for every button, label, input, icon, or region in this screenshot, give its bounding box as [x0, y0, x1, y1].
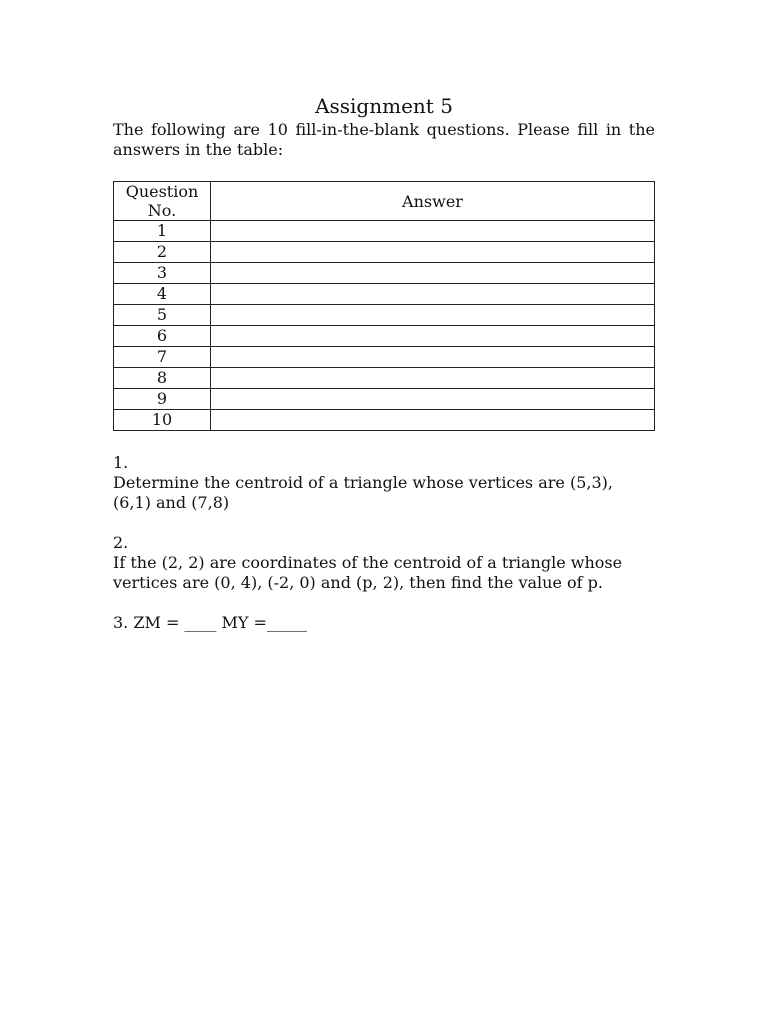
question-number-cell: 10 — [114, 410, 211, 431]
table-row — [114, 284, 655, 305]
question-item — [113, 613, 655, 633]
question-number-cell: 8 — [114, 368, 211, 389]
table-row — [114, 326, 655, 347]
answer-cell[interactable] — [211, 410, 655, 431]
answer-cell[interactable] — [211, 284, 655, 305]
question-list — [113, 453, 655, 633]
question-item — [113, 533, 655, 593]
table-row — [114, 221, 655, 242]
question-number-cell: 1 — [114, 221, 211, 242]
question-number-cell: 6 — [114, 326, 211, 347]
answer-cell[interactable] — [211, 305, 655, 326]
question-number-cell: 4 — [114, 284, 211, 305]
answer-cell[interactable] — [211, 389, 655, 410]
table-row — [114, 305, 655, 326]
answer-cell[interactable] — [211, 347, 655, 368]
question-number-cell: 9 — [114, 389, 211, 410]
question-number-cell: 7 — [114, 347, 211, 368]
document-page — [113, 94, 655, 653]
question-number-cell: 2 — [114, 242, 211, 263]
answer-table — [113, 181, 655, 431]
table-row — [114, 410, 655, 431]
answer-cell[interactable] — [211, 326, 655, 347]
question-number-cell: 5 — [114, 305, 211, 326]
table-row — [114, 389, 655, 410]
answer-cell[interactable] — [211, 221, 655, 242]
intro-text: The following are 10 fill-in-the-blank questions. Please fill in the answers in the table: — [113, 120, 655, 159]
answer-header: Answer — [211, 182, 655, 221]
table-row — [114, 242, 655, 263]
answer-cell[interactable] — [211, 263, 655, 284]
table-row — [114, 347, 655, 368]
question-number: 1. — [113, 453, 129, 472]
question-text: 3. ZM = ____ MY =_____ — [113, 613, 307, 632]
table-header-row — [114, 182, 655, 221]
question-text: Determine the centroid of a triangle whose vertices are (5,3), (6,1) and (7,8) — [113, 473, 613, 512]
document-title: Assignment 5 — [315, 94, 453, 118]
question-number-cell: 3 — [114, 263, 211, 284]
table-row — [114, 368, 655, 389]
question-no-header: Question No. — [114, 182, 211, 221]
question-text: If the (2, 2) are coordinates of the centroid of a triangle whose vertices are (0, 4), (-2, 0) and (p, 2), then find the value of p. — [113, 553, 623, 592]
answer-cell[interactable] — [211, 368, 655, 389]
question-number: 2. — [113, 533, 129, 552]
table-row — [114, 263, 655, 284]
answer-cell[interactable] — [211, 242, 655, 263]
question-item — [113, 453, 655, 513]
